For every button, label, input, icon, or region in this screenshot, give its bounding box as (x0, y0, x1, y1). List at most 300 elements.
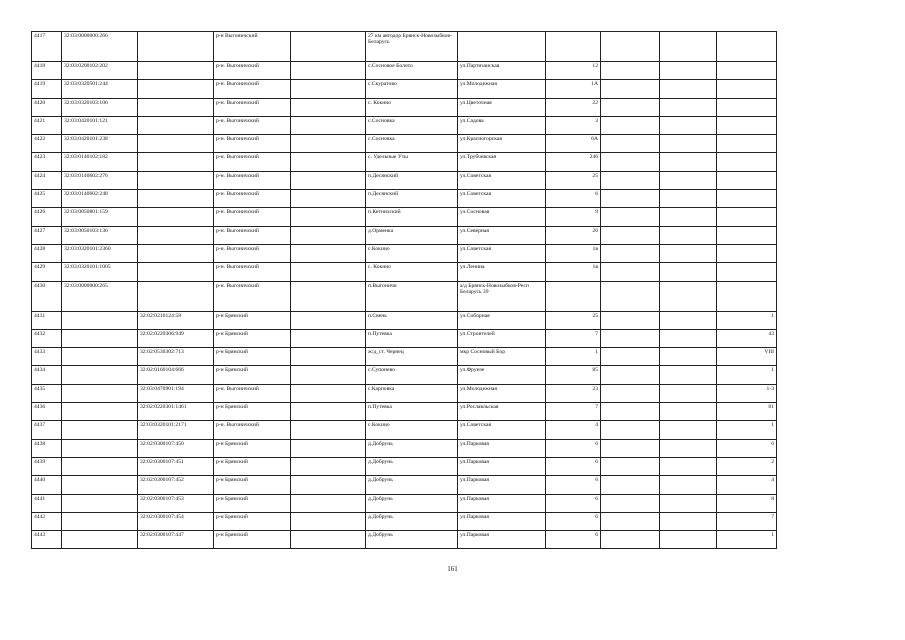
empty-cell (601, 80, 660, 98)
apartment-number-cell: 7 (717, 512, 777, 530)
settlement-cell: д.Добрунь (366, 457, 458, 475)
row-number-cell: 4428 (32, 244, 62, 262)
cadastral-number-alt-cell (138, 226, 214, 244)
empty-cell (660, 329, 717, 347)
district-cell: р-н. Выгоничский (214, 226, 291, 244)
cadastral-number-alt-cell: 32:02:0530302:713 (138, 348, 214, 366)
empty-cell (660, 153, 717, 171)
table-row (32, 348, 777, 366)
row-number-cell: 4443 (32, 531, 62, 549)
district-cell: р-н. Выгоничский (214, 384, 291, 402)
house-number-cell: 7 (546, 403, 601, 421)
empty-cell (660, 439, 717, 457)
empty-cell (291, 329, 366, 347)
house-number-cell: 1в (546, 263, 601, 281)
street-cell: ул.Советская (458, 190, 546, 208)
empty-cell (660, 366, 717, 384)
cadastral-number-cell (62, 531, 138, 549)
district-cell: р-н Брянский (214, 403, 291, 421)
settlement-cell: п.Десянский (366, 171, 458, 189)
settlement-cell: д.Добрунь (366, 512, 458, 530)
cadastral-number-cell: 32:03:0320101:1005 (62, 263, 138, 281)
table-row (32, 226, 777, 244)
house-number-cell: 12 (546, 62, 601, 80)
cadastral-number-alt-cell (138, 153, 214, 171)
apartment-number-cell (717, 135, 777, 153)
table-row (32, 439, 777, 457)
street-cell: ул.Строителей (458, 329, 546, 347)
row-number-cell: 4436 (32, 403, 62, 421)
district-cell: р-н. Выгоничский (214, 281, 291, 311)
apartment-number-cell: 1 (717, 366, 777, 384)
empty-cell (601, 311, 660, 329)
house-number-cell: 6 (546, 531, 601, 549)
row-number-cell: 4425 (32, 190, 62, 208)
district-cell: р-н. Выгоничский (214, 263, 291, 281)
cadastral-number-cell: 32:03:0140602:276 (62, 171, 138, 189)
cadastral-number-cell: 32:03:0320501:244 (62, 80, 138, 98)
empty-cell (660, 421, 717, 439)
settlement-cell: ж/д_ст. Чернец (366, 348, 458, 366)
settlement-cell: д.Добрунь (366, 476, 458, 494)
empty-cell (660, 457, 717, 475)
apartment-number-cell (717, 80, 777, 98)
cadastral-number-cell: 32:03:0420101:121 (62, 116, 138, 134)
district-cell: р-н Брянский (214, 348, 291, 366)
table-row (32, 244, 777, 262)
apartment-number-cell: 2 (717, 457, 777, 475)
apartment-number-cell (717, 226, 777, 244)
cadastral-number-cell (62, 384, 138, 402)
cadastral-number-cell: 32:03:0000000:266 (62, 32, 138, 62)
empty-cell (291, 311, 366, 329)
empty-cell (601, 384, 660, 402)
cadastral-number-alt-cell: 32:02:0300107:454 (138, 512, 214, 530)
settlement-cell: с.Кокино (366, 244, 458, 262)
district-cell: р-н. Выгоничский (214, 135, 291, 153)
row-number-cell: 4424 (32, 171, 62, 189)
table-row (32, 263, 777, 281)
row-number-cell: 4435 (32, 384, 62, 402)
table-row (32, 281, 777, 311)
empty-cell (291, 153, 366, 171)
row-number-cell: 4423 (32, 153, 62, 171)
empty-cell (601, 208, 660, 226)
settlement-cell: д.Орменка (366, 226, 458, 244)
house-number-cell: 7 (546, 329, 601, 347)
table-row (32, 153, 777, 171)
settlement-cell: п.Кетнихский (366, 208, 458, 226)
table-row (32, 80, 777, 98)
street-cell: ул.Молодежная (458, 384, 546, 402)
row-number-cell: 4437 (32, 421, 62, 439)
street-cell: ул.Советская (458, 171, 546, 189)
table-row (32, 329, 777, 347)
settlement-cell: с. Удельные Уты (366, 153, 458, 171)
cadastral-number-alt-cell (138, 190, 214, 208)
cadastral-number-alt-cell: 32:02:0300107:451 (138, 457, 214, 475)
house-number-cell: 9 (546, 208, 601, 226)
empty-cell (291, 62, 366, 80)
district-cell: р-н Выгоничский (214, 32, 291, 62)
cadastral-number-alt-cell (138, 135, 214, 153)
settlement-cell: п.Свень (366, 311, 458, 329)
cadastral-number-alt-cell (138, 80, 214, 98)
empty-cell (660, 384, 717, 402)
table-row (32, 171, 777, 189)
row-number-cell: 4431 (32, 311, 62, 329)
row-number-cell: 4422 (32, 135, 62, 153)
empty-cell (601, 281, 660, 311)
cadastral-number-alt-cell (138, 116, 214, 134)
house-number-cell: 6А (546, 135, 601, 153)
cadastral-number-cell (62, 439, 138, 457)
row-number-cell: 4439 (32, 457, 62, 475)
table-row (32, 494, 777, 512)
street-cell: а/д Брянск-Новозыбков-Респ Беларусь 39 (458, 281, 546, 311)
house-number-cell: 6 (546, 457, 601, 475)
empty-cell (660, 348, 717, 366)
street-cell: мкр Сосновый Бор (458, 348, 546, 366)
house-number-cell: 1А (546, 80, 601, 98)
settlement-cell: с.Супонево (366, 366, 458, 384)
empty-cell (660, 116, 717, 134)
house-number-cell: 1 (546, 348, 601, 366)
row-number-cell: 4433 (32, 348, 62, 366)
table-row (32, 366, 777, 384)
empty-cell (291, 476, 366, 494)
empty-cell (601, 457, 660, 475)
street-cell: ул.Партизанская (458, 62, 546, 80)
empty-cell (291, 512, 366, 530)
empty-cell (660, 494, 717, 512)
settlement-cell: с.Сосновое Болото (366, 62, 458, 80)
settlement-cell: п.Выгоничи (366, 281, 458, 311)
apartment-number-cell (717, 171, 777, 189)
empty-cell (291, 421, 366, 439)
cadastral-number-alt-cell (138, 32, 214, 62)
empty-cell (291, 366, 366, 384)
empty-cell (601, 439, 660, 457)
empty-cell (601, 366, 660, 384)
empty-cell (660, 62, 717, 80)
street-cell: ул.Советская (458, 421, 546, 439)
row-number-cell: 4430 (32, 281, 62, 311)
row-number-cell: 4419 (32, 80, 62, 98)
empty-cell (660, 190, 717, 208)
empty-cell (291, 439, 366, 457)
empty-cell (291, 263, 366, 281)
empty-cell (601, 263, 660, 281)
empty-cell (601, 116, 660, 134)
district-cell: р-н. Выгоничский (214, 208, 291, 226)
house-number-cell: 6 (546, 439, 601, 457)
empty-cell (601, 329, 660, 347)
cadastral-number-alt-cell: 32:02:0210124:58 (138, 311, 214, 329)
district-cell: р-н. Выгоничский (214, 116, 291, 134)
row-number-cell: 4417 (32, 32, 62, 62)
cadastral-number-alt-cell (138, 263, 214, 281)
empty-cell (601, 421, 660, 439)
cadastral-number-cell (62, 457, 138, 475)
empty-cell (601, 244, 660, 262)
settlement-cell: с.Карповка (366, 384, 458, 402)
street-cell: ул.Парковая (458, 512, 546, 530)
empty-cell (291, 116, 366, 134)
street-cell: ул.Северная (458, 226, 546, 244)
settlement-cell: с.Сосновка (366, 135, 458, 153)
row-number-cell: 4438 (32, 439, 62, 457)
house-number-cell: 4 (546, 421, 601, 439)
street-cell: ул.Молодежная (458, 80, 546, 98)
cadastral-number-cell: 32:03:0200102:202 (62, 62, 138, 80)
empty-cell (291, 32, 366, 62)
cadastral-number-cell (62, 512, 138, 530)
house-number-cell: 6 (546, 190, 601, 208)
cadastral-number-alt-cell (138, 62, 214, 80)
table-body (32, 32, 777, 549)
district-cell: р-н. Выгоничский (214, 244, 291, 262)
empty-cell (601, 98, 660, 116)
street-cell: ул.Цветочная (458, 98, 546, 116)
cadastral-number-alt-cell (138, 208, 214, 226)
apartment-number-cell: 6 (717, 439, 777, 457)
table-row (32, 403, 777, 421)
table-row (32, 32, 777, 62)
street-cell: ул.Парковая (458, 457, 546, 475)
empty-cell (291, 403, 366, 421)
empty-cell (660, 98, 717, 116)
table-row (32, 476, 777, 494)
house-number-cell (546, 281, 601, 311)
table-row (32, 135, 777, 153)
cadastral-number-cell: 32:03:0140102:182 (62, 153, 138, 171)
cadastral-number-alt-cell (138, 98, 214, 116)
street-cell: ул.Парковая (458, 439, 546, 457)
street-cell: ул.Красногорская (458, 135, 546, 153)
apartment-number-cell: 81 (717, 403, 777, 421)
house-number-cell: 6 (546, 494, 601, 512)
cadastral-number-cell: 32:03:0420101:238 (62, 135, 138, 153)
empty-cell (601, 226, 660, 244)
row-number-cell: 4421 (32, 116, 62, 134)
settlement-cell: д.Добрунь (366, 531, 458, 549)
cadastral-number-alt-cell (138, 244, 214, 262)
house-number-cell: 26 (546, 226, 601, 244)
empty-cell (660, 171, 717, 189)
empty-cell (601, 62, 660, 80)
settlement-cell: п.Десянский (366, 190, 458, 208)
district-cell: р-н Брянский (214, 366, 291, 384)
apartment-number-cell (717, 281, 777, 311)
apartment-number-cell (717, 32, 777, 62)
apartment-number-cell: 43 (717, 329, 777, 347)
settlement-cell: д.Добрунь (366, 439, 458, 457)
empty-cell (291, 531, 366, 549)
table-row (32, 116, 777, 134)
cadastral-number-cell: 32:03:0050103:136 (62, 226, 138, 244)
street-cell: ул.Трубчевская (458, 153, 546, 171)
empty-cell (601, 512, 660, 530)
empty-cell (291, 494, 366, 512)
row-number-cell: 4442 (32, 512, 62, 530)
empty-cell (291, 281, 366, 311)
cadastral-number-cell (62, 494, 138, 512)
cadastral-number-alt-cell: 32:02:0300107:452 (138, 476, 214, 494)
empty-cell (291, 135, 366, 153)
empty-cell (660, 135, 717, 153)
apartment-number-cell: 4 (717, 476, 777, 494)
empty-cell (660, 263, 717, 281)
table-row (32, 512, 777, 530)
table-row (32, 311, 777, 329)
cadastral-number-cell: 32:03:0140602:248 (62, 190, 138, 208)
apartment-number-cell (717, 98, 777, 116)
empty-cell (660, 512, 717, 530)
house-number-cell: 22 (546, 98, 601, 116)
empty-cell (291, 226, 366, 244)
empty-cell (601, 32, 660, 62)
empty-cell (291, 348, 366, 366)
apartment-number-cell (717, 62, 777, 80)
street-cell: ул.Советская (458, 244, 546, 262)
district-cell: р-н Брянский (214, 329, 291, 347)
empty-cell (601, 135, 660, 153)
house-number-cell: 85 (546, 366, 601, 384)
empty-cell (601, 531, 660, 549)
cadastral-number-cell (62, 311, 138, 329)
settlement-cell: с. Кокино (366, 263, 458, 281)
empty-cell (601, 153, 660, 171)
document-page (31, 31, 777, 549)
district-cell: р-н Брянский (214, 476, 291, 494)
empty-cell (291, 190, 366, 208)
district-cell: р-н. Выгоничский (214, 153, 291, 171)
house-number-cell: 25 (546, 311, 601, 329)
row-number-cell: 4441 (32, 494, 62, 512)
apartment-number-cell: VIII (717, 348, 777, 366)
cadastral-number-cell: 32:03:0320101:2360 (62, 244, 138, 262)
table-row (32, 208, 777, 226)
apartment-number-cell: 1 (717, 311, 777, 329)
house-number-cell: 246 (546, 153, 601, 171)
district-cell: р-н Брянский (214, 457, 291, 475)
apartment-number-cell: 8 (717, 494, 777, 512)
cadastral-number-cell: 32:03:0000000:265 (62, 281, 138, 311)
empty-cell (660, 403, 717, 421)
district-cell: р-н. Выгоничский (214, 98, 291, 116)
settlement-cell: с.Сосновка (366, 116, 458, 134)
district-cell: р-н Брянский (214, 439, 291, 457)
table-row (32, 98, 777, 116)
district-cell: р-н Брянский (214, 531, 291, 549)
apartment-number-cell (717, 263, 777, 281)
row-number-cell: 4440 (32, 476, 62, 494)
table-row (32, 62, 777, 80)
apartment-number-cell (717, 116, 777, 134)
empty-cell (291, 98, 366, 116)
empty-cell (660, 531, 717, 549)
cadastral-number-alt-cell: 32:02:0220301:1461 (138, 403, 214, 421)
settlement-cell: с.Кокино (366, 421, 458, 439)
cadastral-number-cell (62, 403, 138, 421)
cadastral-number-alt-cell (138, 171, 214, 189)
empty-cell (291, 171, 366, 189)
settlement-cell: п.Путевка (366, 329, 458, 347)
empty-cell (660, 244, 717, 262)
cadastral-number-cell (62, 366, 138, 384)
house-number-cell: 23 (546, 384, 601, 402)
empty-cell (601, 476, 660, 494)
empty-cell (660, 32, 717, 62)
empty-cell (660, 208, 717, 226)
street-cell: ул.Фрунзе (458, 366, 546, 384)
empty-cell (660, 226, 717, 244)
street-cell: ул.Парковая (458, 476, 546, 494)
registry-table (31, 31, 777, 549)
settlement-cell: 27 км автодор Брянск-Новозыбков-Беларусь (366, 32, 458, 62)
empty-cell (660, 80, 717, 98)
row-number-cell: 4418 (32, 62, 62, 80)
row-number-cell: 4429 (32, 263, 62, 281)
street-cell: ул.Сосновая (458, 208, 546, 226)
cadastral-number-alt-cell: 32:03:0320101:2171 (138, 421, 214, 439)
cadastral-number-alt-cell: 32:02:0300107:447 (138, 531, 214, 549)
empty-cell (601, 348, 660, 366)
district-cell: р-н. Выгоничский (214, 80, 291, 98)
street-cell: ул.Парковая (458, 494, 546, 512)
district-cell: р-н. Выгоничский (214, 62, 291, 80)
empty-cell (291, 244, 366, 262)
apartment-number-cell (717, 190, 777, 208)
settlement-cell: с.Скуратово (366, 80, 458, 98)
street-cell: ул.Рославльская (458, 403, 546, 421)
cadastral-number-alt-cell (138, 281, 214, 311)
row-number-cell: 4434 (32, 366, 62, 384)
district-cell: р-н. Выгоничский (214, 190, 291, 208)
house-number-cell: 3 (546, 116, 601, 134)
table-row (32, 190, 777, 208)
empty-cell (291, 457, 366, 475)
apartment-number-cell (717, 153, 777, 171)
row-number-cell: 4420 (32, 98, 62, 116)
house-number-cell: 25 (546, 171, 601, 189)
cadastral-number-cell (62, 421, 138, 439)
cadastral-number-cell: 32:03:0050801:159 (62, 208, 138, 226)
apartment-number-cell (717, 208, 777, 226)
cadastral-number-alt-cell: 32:03:0470901:194 (138, 384, 214, 402)
street-cell: ул.Соборная (458, 311, 546, 329)
table-row (32, 531, 777, 549)
empty-cell (601, 403, 660, 421)
cadastral-number-cell (62, 329, 138, 347)
empty-cell (291, 384, 366, 402)
cadastral-number-cell (62, 476, 138, 494)
district-cell: р-н Брянский (214, 311, 291, 329)
settlement-cell: п.Путевка (366, 403, 458, 421)
empty-cell (660, 311, 717, 329)
row-number-cell: 4426 (32, 208, 62, 226)
house-number-cell (546, 32, 601, 62)
apartment-number-cell: 1 (717, 421, 777, 439)
street-cell (458, 32, 546, 62)
house-number-cell: 6 (546, 476, 601, 494)
settlement-cell: д.Добрунь (366, 494, 458, 512)
empty-cell (291, 80, 366, 98)
page-number: 161 (447, 565, 458, 573)
cadastral-number-cell: 32:03:0320103:106 (62, 98, 138, 116)
cadastral-number-cell (62, 348, 138, 366)
